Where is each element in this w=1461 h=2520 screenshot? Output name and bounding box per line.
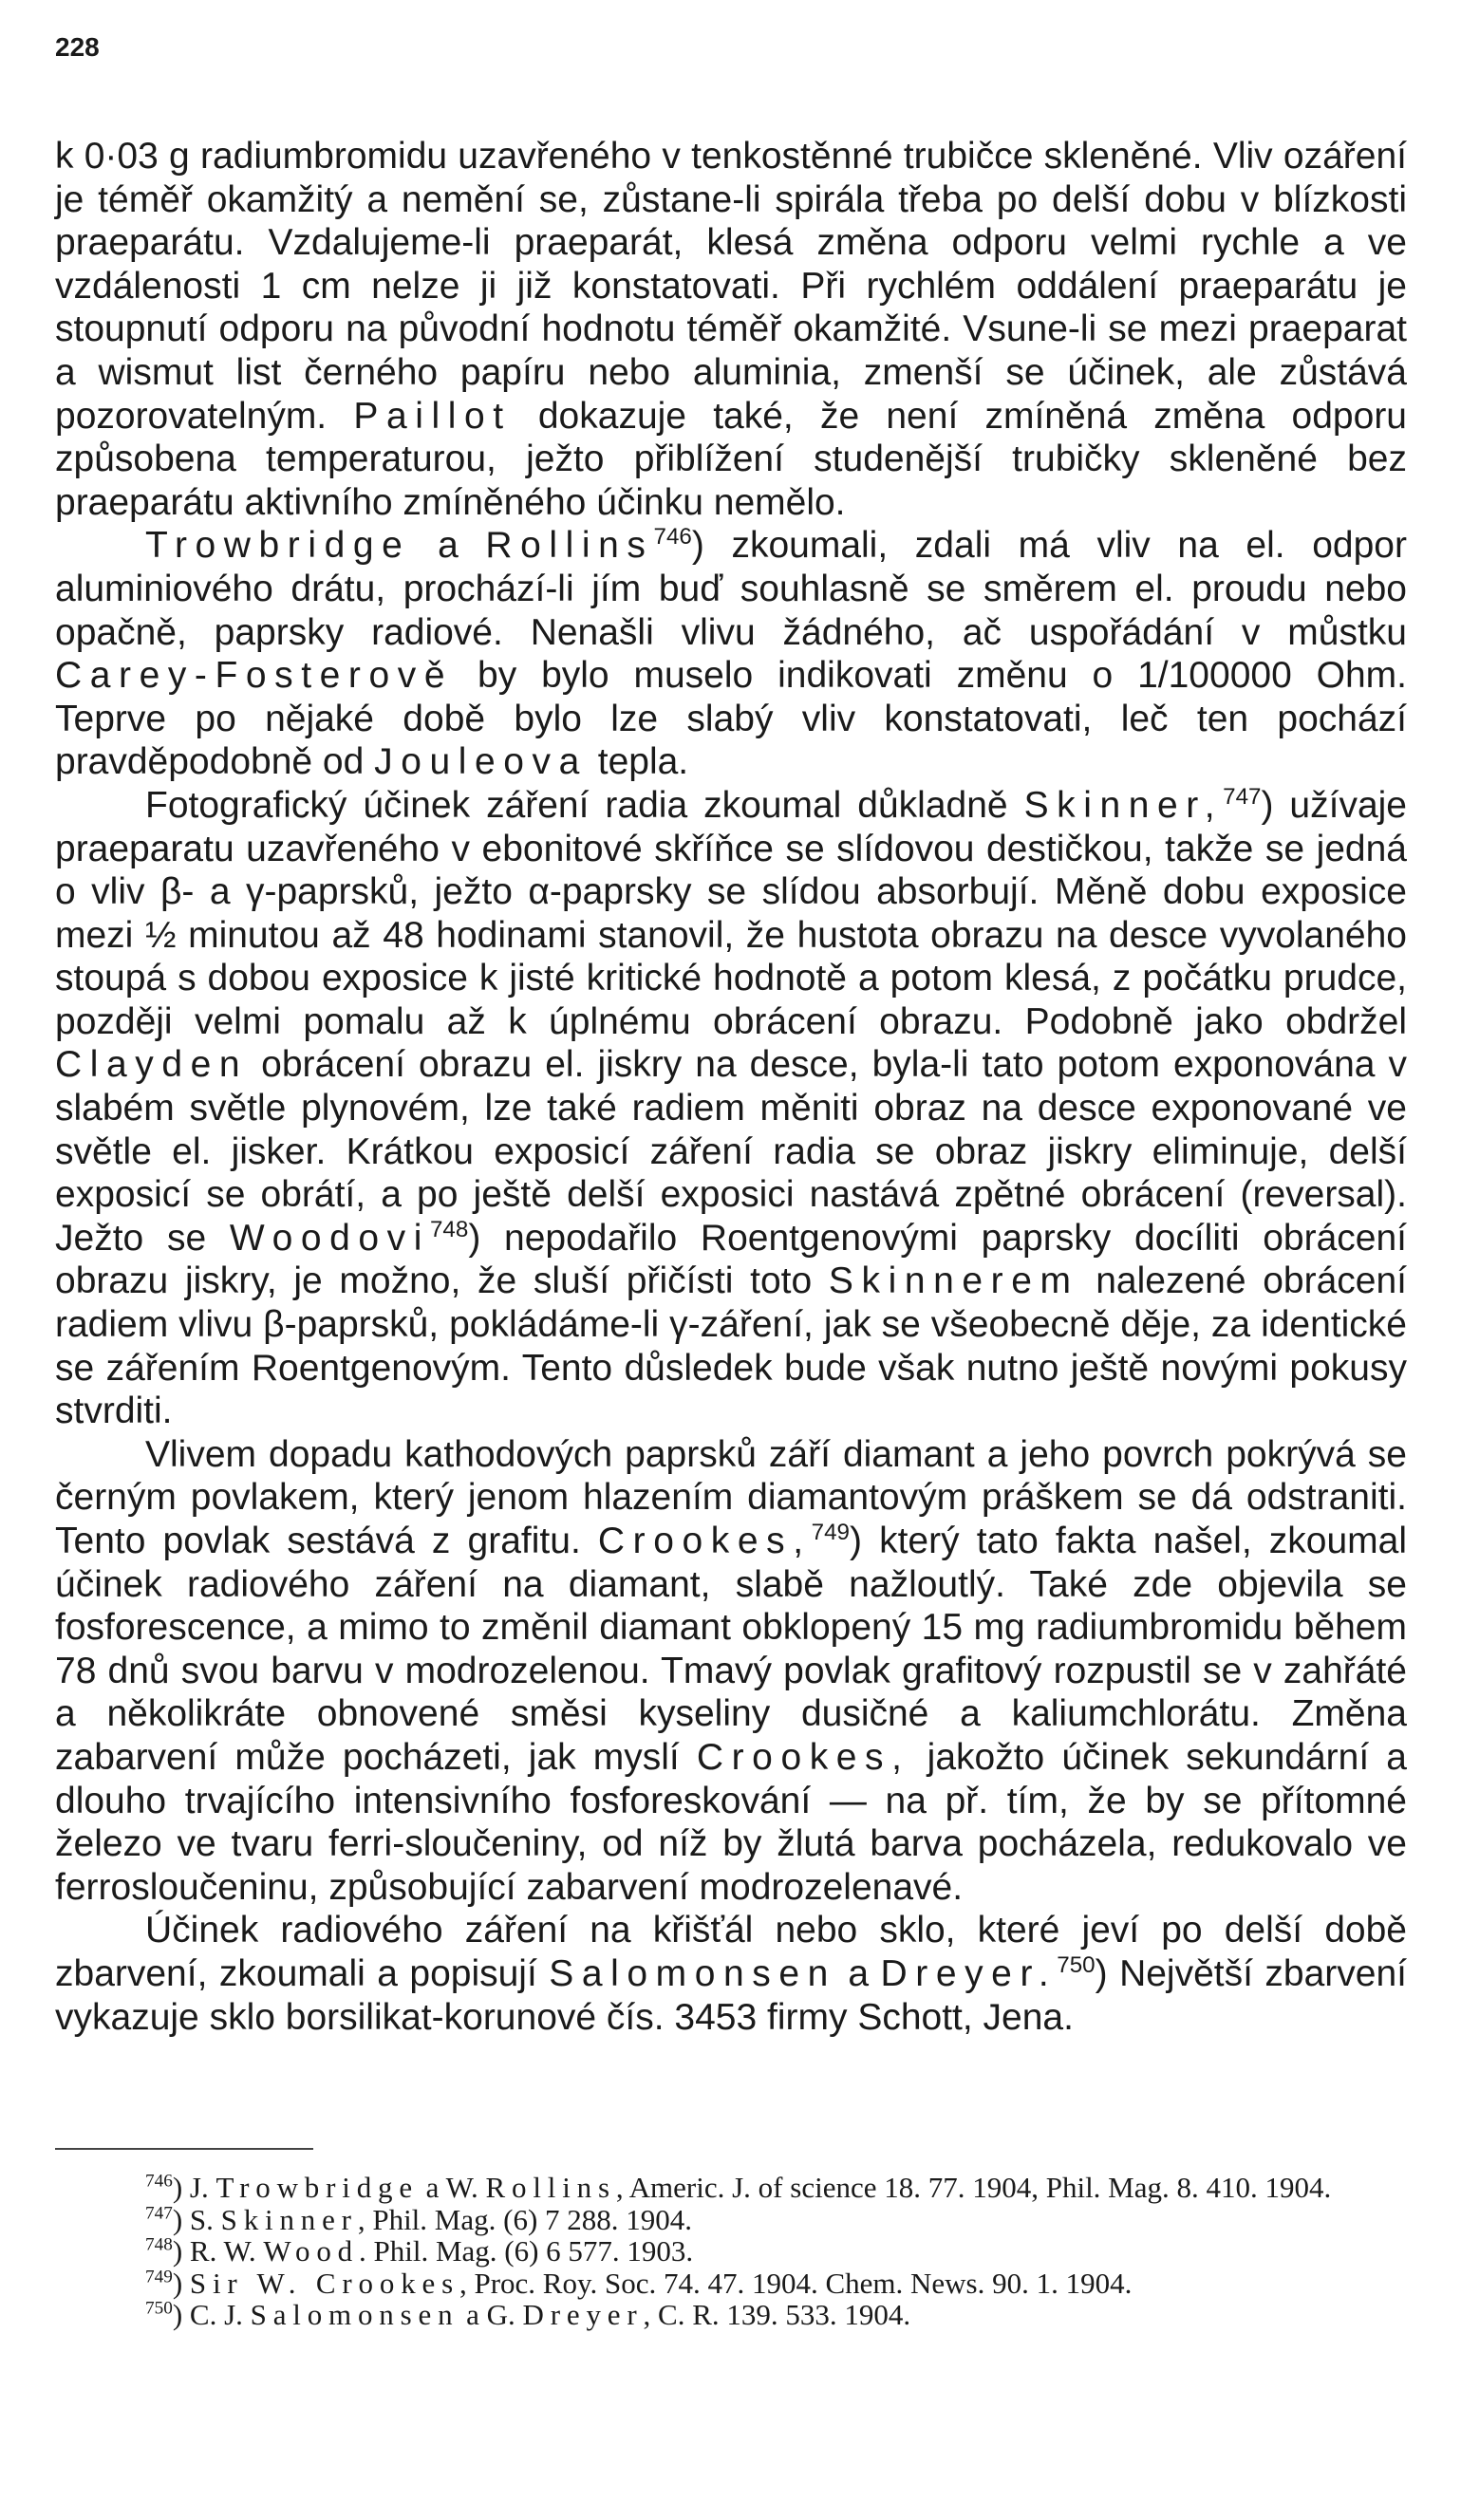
paragraph: Účinek radiového záření na křišťál nebo sklo, které jeví po delší době zbarvení, zkoumali a popisují Salomonsen a Dreyer.$^{750}$) Největší zbarvení vykazuje sklo borsilikat-korunové čís. 3453 firmy Schott, Jena.	[55, 1910, 1407, 2038]
paragraph: Fotografický účinek záření radia zkoumal důkladně Skinner,$^{747}$) užívaje praeparatu uzavřeného v ebonitové skříňce se slídovou destičkou, takže se jedná o vliv β- a γ-paprsků, ježto α-paprsky se slídou absorbují. Měně dobu exposice mezi ½ minutou až 48 hodinami stanovil, že hustota obrazu na desce vyvolaného stoupá s dobou exposice k jisté kritické hodnotě a potom klesá, z počátku prudce, později velmi pomalu až k úplnému obrácení obrazu. Podobně jako obdržel Clayden obrácení obrazu el. jiskry na desce, byla-li tato potom exponována v slabém světle plynovém, lze také radiem měniti obraz na desce exponované ve světle el. jisker. Krátkou exposicí záření radia se obraz jiskry eliminuje, delší exposicí se obrátí, a po ještě delší exposici nastává zpětné obrácení (reversal). Ježto se Woodovi$^{748}$) nepodařilo Roentgenovými paprsky docíliti obrácení obrazu jiskry, je možno, že sluší přičísti toto Skinnerem nalezené obrácení radiem vlivu β-paprsků, pokládáme-li γ-záření, jak se všeobecně děje, za identické se zářením Roentgenovým. Tento důsledek bude však nutno ještě novými pokusy stvrditi.	[55, 783, 1408, 1432]
author-name: Skinner	[220, 2202, 358, 2236]
footnote-ref: 748	[429, 1216, 469, 1242]
author-name: Crookes,	[597, 1521, 812, 1561]
author-name: Skinnerem	[828, 1260, 1079, 1302]
author-name: Skinner,	[1023, 784, 1224, 826]
author-name: Salomonsen	[250, 2298, 459, 2331]
paragraph: Vlivem dopadu kathodových paprsků září diamant a jeho povrch pokrývá se černým povlakem, který jenom hlazením diamantovým práškem se dá odstraniti. Tento povlak sestává z grafitu. Crookes,$^{749}$) který tato fakta našel, zkoumal účinek radiového záření na diamant, slabě nažloutlý. Také zde objevila se fosforescence, a mimo to změnil diamant obklopený 15 mg radiumbromidu během 78 dnů svou barvu v modrozelenou. Tmavý povlak grafitový rozpustil se v zahřáté a několikráte obnovené směsi kyseliny dusičné a kaliumchlorátu. Změna zabarvení může pocházeti, jak myslí Crookes, jakožto účinek sekundární a dlouho trvajícího intensivního fosforeskování — na př. tím, že by se přítomné železo ve tvaru ferri-sloučeniny, od níž by žlutá barva pocházela, redukovalo ve ferrosloučeninu, způsobující zabarvení modrozelenavé.	[55, 1433, 1408, 1908]
paragraph: Trowbridge a Rollins$^{746}$) zkoumali, zdali má vliv na el. odpor aluminiového drátu, prochází-li jím buď souhlasně se směrem el. proudu nebo opačně, paprsky radiové. Nenašli vlivu žádného, ač uspořádání v můstku Carey-Fosterově by bylo muselo indikovati změnu o 1/100000 Ohm. Teprve po nějaké době bylo lze slabý vliv konstatovati, leč ten pochází pravděpodobně od Jouleova tepla.	[55, 524, 1407, 783]
footnote-number: 747	[145, 2203, 173, 2224]
footnote-number: 746	[145, 2171, 173, 2192]
paragraph: k 0·03 g radiumbromidu uzavřeného v tenkostěnné trubičce skleněné. Vliv ozáření je téměř okamžitý a nemění se, zůstane-li spirála třeba po delší dobu v blízkosti praeparátu. Vzdalujeme-li praeparát, klesá změna odporu velmi rychle a ve vzdálenosti 1 cm nelze ji již konstatovati. Při rychlém oddálení praeparátu je stoupnutí odporu na původní hodnotu téměř okamžité. Vsune-li se mezi praeparat a wismut list černého papíru nebo aluminia, zmenší se účinek, ale zůstává pozorovatelným. Paillot dokazuje také, že není zmíněná změna odporu způsobena temperaturou, ježto přiblížení studenější trubičky skleněné bez praeparátu aktivního zmíněného účinku nemělo.	[55, 136, 1407, 523]
footnote-divider	[55, 2148, 313, 2150]
author-name: Trowbridge	[145, 525, 411, 567]
footnotes	[55, 2172, 1407, 2331]
author-name: Wood	[263, 2234, 359, 2268]
footnote-ref: 747	[1223, 783, 1262, 810]
author-name: Trowbridge	[215, 2171, 419, 2204]
author-name: Paillot	[353, 395, 512, 437]
footnote: $^{747}$) S. Skinner, Phil. Mag. (6) 7 288. 1904.	[145, 2202, 693, 2236]
footnote: $^{750}$) C. J. Salomonsen a G. Dreyer, C. R. 139. 533. 1904.	[145, 2298, 911, 2331]
footnote-ref: 749	[811, 1520, 850, 1545]
footnote: $^{749}$) Sir W. Crookes, Proc. Roy. Soc. 74. 47. 1904. Chem. News. 90. 1. 1904.	[145, 2266, 1133, 2300]
author-name: Carey-Fosterově	[55, 655, 454, 697]
page-number: 228	[55, 32, 100, 62]
author-name: Clayden	[55, 1044, 249, 1086]
footnote-number: 749	[145, 2267, 173, 2287]
author-name: Dreyer.	[880, 1952, 1058, 1994]
body-text	[55, 135, 1407, 2039]
author-name: Sir W. Crookes	[189, 2266, 459, 2300]
footnote-number: 748	[145, 2234, 173, 2255]
footnote-ref: 750	[1057, 1951, 1096, 1978]
footnote: $^{746}$) J. Trowbridge a W. Rollins, Americ. J. of science 18. 77. 1904, Phil. Mag. 8. 410. 1904.	[145, 2171, 1332, 2204]
footnote-ref: 746	[653, 524, 692, 551]
author-name: Jouleova	[374, 741, 588, 783]
author-name: Woodovi	[229, 1217, 430, 1259]
author-name: Rollins	[485, 525, 654, 567]
author-name: Salomonsen	[549, 1952, 836, 1994]
footnote-number: 750	[145, 2298, 173, 2319]
author-name: Rollins	[485, 2171, 616, 2204]
author-name: Crookes,	[696, 1736, 910, 1778]
footnote: $^{748}$) R. W. Wood. Phil. Mag. (6) 6 577. 1903.	[145, 2234, 694, 2268]
author-name: Dreyer	[522, 2298, 644, 2331]
